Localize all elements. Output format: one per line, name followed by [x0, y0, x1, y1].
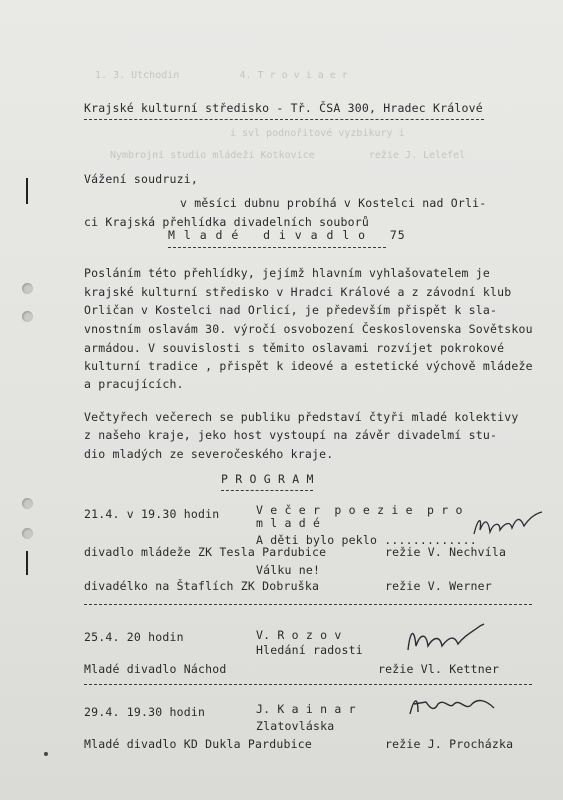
salutation: Vážení soudruzi, — [84, 172, 198, 186]
event-date: 25.4. 20 hodin — [84, 630, 184, 644]
event-title: V e č e r p o e z i e p r o — [256, 503, 463, 517]
event-author: V. R o z o v — [256, 628, 342, 642]
binder-mark — [26, 178, 28, 204]
header-underline — [84, 119, 484, 120]
signature-scribble — [404, 620, 494, 658]
paragraph-line: dio mladých ze severočeského kraje. — [84, 447, 334, 461]
intro-line: v měsíci dubnu probíhá v Kostelci nad Orli- — [180, 196, 487, 210]
event-date: 29.4. 19.30 hodin — [84, 705, 206, 719]
paragraph-line: krajské kulturní středisko v Hradci Králové a z závodní klub — [84, 285, 512, 299]
paragraph-line: armádou. V souvislosti s těmito oslavami rozvíjet pokrokové — [84, 341, 505, 355]
punch-hole — [22, 528, 33, 539]
program-title-underline — [221, 490, 313, 491]
paragraph-line: Posláním této přehlídky, jejímž hlavním vyhlašovatelem je — [84, 266, 491, 280]
play-title: Hledání radosti — [256, 643, 363, 657]
program-title: P R O G R A M — [221, 472, 314, 486]
ensemble: Mladé divadlo KD Dukla Pardubice — [84, 737, 312, 751]
play-title: Válku ne! — [256, 563, 321, 577]
director: režie Vl. Kettner — [378, 662, 500, 676]
signature-scribble — [406, 690, 502, 724]
bleed-through-text: Nymbrojní studio mládeži Kotkovice režie J. Lelefel — [110, 150, 466, 161]
dot-mark — [44, 752, 48, 756]
paragraph-line: a pracujících. — [84, 377, 184, 391]
ensemble: Mladé divadlo Náchod — [84, 662, 227, 676]
intro-line: ci Krajská přehlídka divadelních souborů — [84, 215, 369, 229]
bleed-through-text: 1. 3. Utchodin 4. T r o v i a e r — [95, 70, 348, 81]
event-date: 21.4. v 19.30 hodin — [84, 507, 220, 521]
director: režie V. Werner — [385, 579, 492, 593]
bleed-through-text: i svl podnořitové vyzbikury i — [230, 128, 405, 139]
paragraph-line: kulturní tradice , přispět k ideové a estetické výchově mládeže — [84, 359, 533, 373]
ensemble: divadlo mládeže ZK Tesla Pardubice — [84, 545, 327, 559]
event-title: m l a d é — [256, 516, 321, 530]
binder-mark — [26, 551, 28, 575]
punch-hole — [22, 311, 33, 322]
ensemble: divadélko na Štaflích ZK Dobruška — [84, 579, 320, 593]
paragraph-line: vnostním oslavám 30. výročí osvobození Československa Sovětskou — [84, 322, 533, 336]
section-divider — [84, 684, 532, 685]
paragraph-line: Večtyřech večerech se publiku představí čtyři mladé kolektivy — [84, 410, 519, 424]
event-author: J. K a i n a r — [256, 702, 356, 716]
festival-name-underline — [168, 247, 386, 248]
punch-hole — [22, 498, 33, 509]
paragraph-line: Orličan v Kostelci nad Orlicí, je především přispět k sla- — [84, 303, 498, 317]
festival-name: M l a d é d i v a d l o 75 — [168, 228, 406, 242]
director: režie V. Nechvíla — [385, 545, 507, 559]
section-divider — [84, 604, 532, 605]
play-title: A děti bylo peklo ............. — [256, 533, 477, 547]
header-line: Krajské kulturní středisko - Tř. ČSA 300, Hradec Králové — [84, 101, 483, 115]
punch-hole — [22, 283, 33, 294]
paragraph-line: z našeho kraje, jeko host vystoupí na závěr divadelmí stu- — [84, 428, 498, 442]
signature-scribble — [470, 508, 550, 544]
play-title: Zlatovláska — [256, 719, 335, 733]
director: režie J. Procházka — [385, 737, 514, 751]
